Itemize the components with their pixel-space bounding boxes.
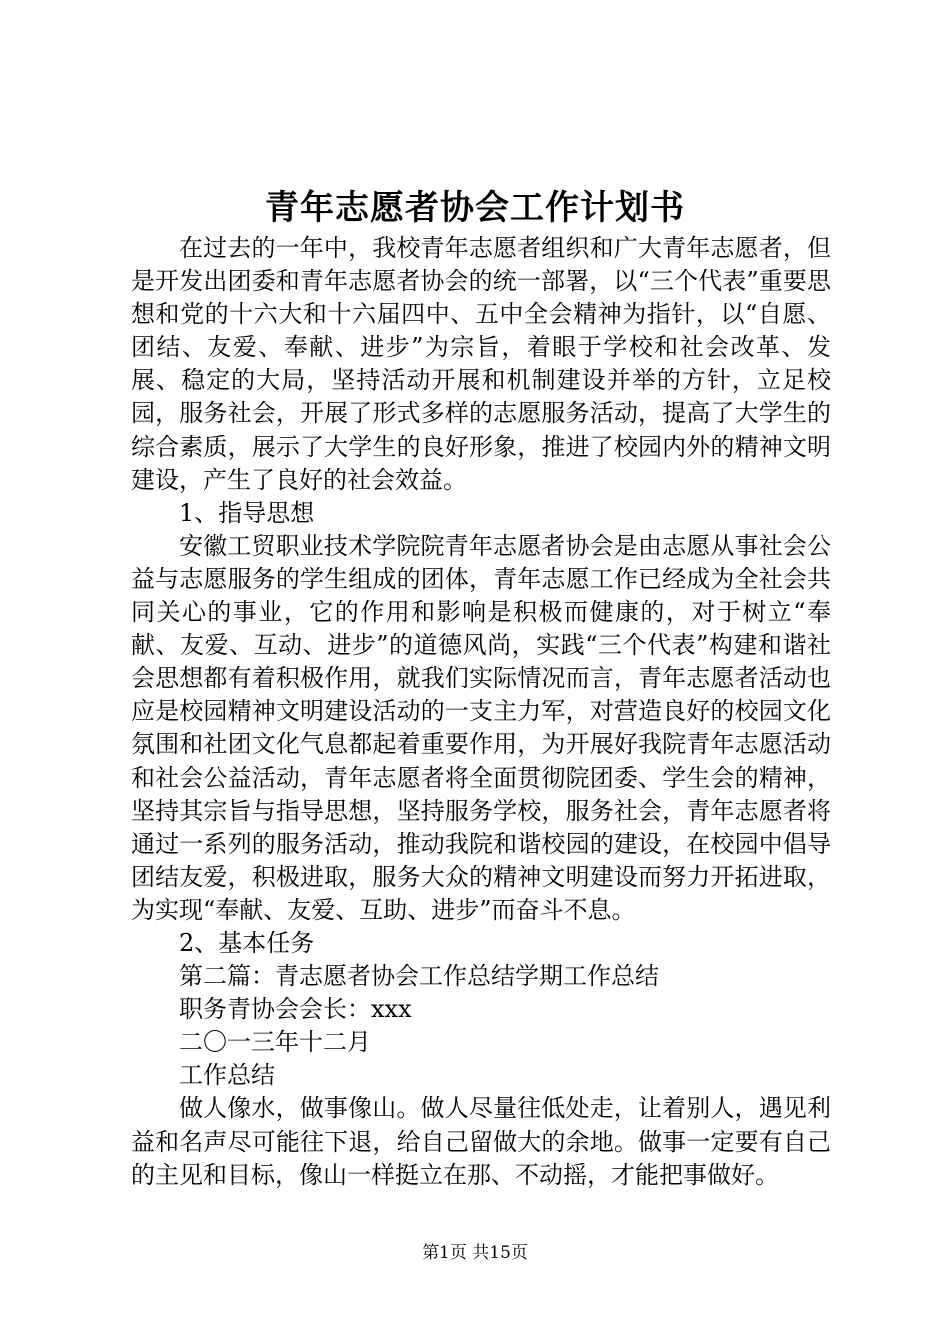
section-heading-summary: 工作总结	[179, 1061, 275, 1090]
document-title: 青年志愿者协会工作计划书	[265, 188, 685, 228]
paragraph-guiding-thought: 安徽工贸职业技术学院院青年志愿者协会是由志愿从事社会公益与志愿服务的学生组成的团体，青年志愿工作已经成为全社会共同关心的事业，它的作用和影响是积极而健康的，对于树立“奉献、友爱、互动、进步”的道德风尚，实践“三个代表”构建和谐社会思想都有着积极作用，就我们实际情况而言，青年志愿者活动也应是校园精神文明建设活动的一支主力军，对营造良好的校园文化氛围和社团文化气息都起着重要作用，为开展好我院青年志愿活动和社会公益活动，青年志愿者将全面贯彻院团委、学生会的精神，坚持其宗旨与指导思想，坚持服务学校，服务社会，青年志愿者将通过一系列的服务活动，推动我院和谐校园的建设，在校园中倡导团结友爱，积极进取，服务大众的精神文明建设而努力开拓进取，为实现“奉献、友爱、互助、进步”而奋斗不息。	[131, 531, 831, 924]
document-date: 二〇一三年十二月	[179, 1028, 371, 1057]
section-heading-basic-tasks: 2、基本任务	[179, 928, 315, 957]
page-footer: 第1页 共15页	[422, 1243, 528, 1263]
chapter-heading-second: 第二篇：青志愿者协会工作总结学期工作总结	[179, 962, 659, 991]
paragraph-summary: 做人像水，做事像山。做人尽量往低处走，让着别人，遇见利益和名声尽可能往下退，给自己留做大的余地。做事一定要有自己的主见和目标，像山一样挺立在那、不动摇，才能把事做好。	[131, 1094, 831, 1189]
document-body	[131, 232, 831, 1192]
author-position: 职务青协会会长：xxx	[179, 995, 412, 1024]
section-heading-guiding-thought: 1、指导思想	[179, 498, 315, 527]
paragraph-intro: 在过去的一年中，我校青年志愿者组织和广大青年志愿者，但是开发出团委和青年志愿者协会的统一部署，以“三个代表”重要思想和党的十六大和十六届四中、五中全会精神为指针，以“自愿、团结、友爱、奉献、进步”为宗旨，着眼于学校和社会改革、发展、稳定的大局，坚持活动开展和机制建设并举的方针，立足校园，服务社会，开展了形式多样的志愿服务活动，提高了大学生的综合素质，展示了大学生的良好形象，推进了校园内外的精神文明建设，产生了良好的社会效益。	[131, 234, 831, 494]
